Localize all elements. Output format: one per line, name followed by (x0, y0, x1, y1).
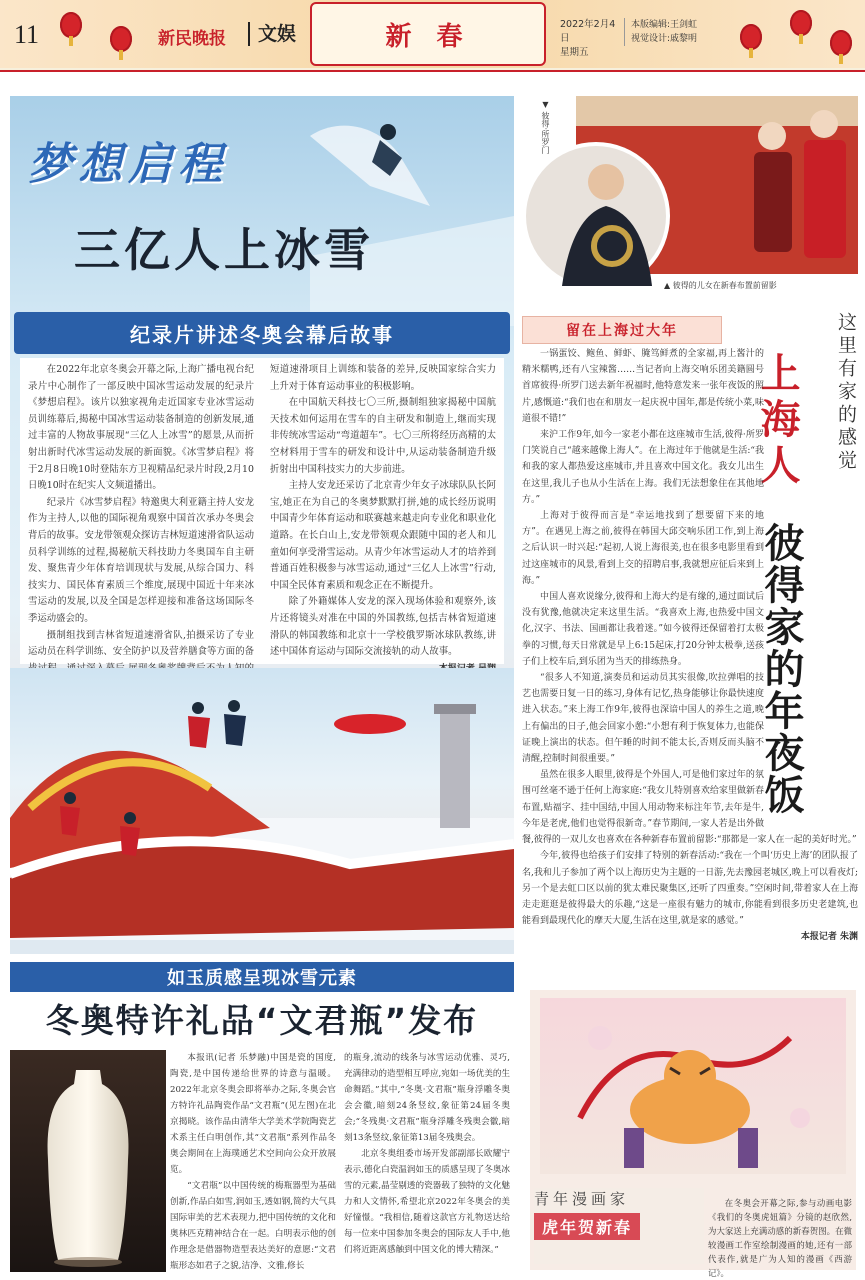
vase-kicker: 如玉质感呈现冰雪元素 (167, 968, 357, 989)
lantern-icon (740, 24, 762, 50)
forbidden-city-winter-illustration (10, 668, 514, 954)
vase-photo (10, 1050, 166, 1272)
vase-title: 冬奥特许礼品“文君瓶”发布 (45, 1000, 479, 1040)
paragraph: 在中国航天科技七〇三所,摄制组独家揭秘中国航天技术如何运用在雪车的自主研发和制造上,继而实现非传统冰雪运动“弯道超车”。七〇三所将经历高精的太空材料用于雪车的研发和设计中,从运动装备制造升级折射出中国科技实力的大步前进。 (270, 397, 496, 475)
paragraph: 来沪工作9年,如今一家老小都在这座城市生活,彼得·所罗门笑说自己“越来越像上海人”。在上海过年于他就是生活:“我和我的家人都热爱这座城市,并且喜欢中国文化。我女儿出生在这里,我儿子也从小生活在上海。我们无法想象住在其他地方。” (522, 430, 764, 505)
feature-subtitle-bar (14, 312, 510, 354)
comic-caption (708, 1196, 852, 1280)
feature-column-1 (28, 362, 254, 694)
paragraph: 短道速滑项目上训练和装备的差异,反映国家综合实力上升对于体育运动事业的积极影响。 (270, 364, 496, 392)
paragraph: 今年,彼得也给孩子们安排了特别的新春活动:“我在一个叫‘历史上海’的团队报了名,我和儿子参加了两个以上海历史为主题的一日游,先去豫园老城区,晚上可以看夜灯;另一个是去虹口区以前的犹太难民聚集区,还听了四重奏。”空闲时间,带着家人在上海走走逛逛是彼得最大的乐趣,“这是一座很有魅力的城市,你能看到很多历史老建筑,也能看到最现代化的摩天大厦,生活在这里,就是家的感觉。” (522, 851, 858, 927)
feature-title: 三亿人上冰雪 (74, 223, 374, 277)
comic-label-line2: 虎年贺新春 (534, 1213, 640, 1240)
vertical-title-red: 上海人 (754, 352, 800, 490)
right-kicker-box (522, 316, 722, 344)
paragraph: 本报讯(记者 乐梦融)中国是瓷的国度,陶瓷,是中国传递给世界的诗意与温暖。2022年北京冬奥会即将举办之际,冬奥会官方特许礼品陶瓷作品“文君瓶”(见左图)在北京揭晓。该作品由清华大学美术学院陶瓷艺术系主任白明创作,其“文君瓶”系列作品冬奥会期间在上海璞通艺术空间向公众开放展览。 (170, 1053, 336, 1175)
paragraph: 除了外籍媒体人安龙的深入现场体验和观察外,该片还将镜头对准在中国的外国教练,包括吉林省短道速滑队的韩国教练和北京十一学校俄罗斯冰球队教练,讲述中国体育运动与国际交流接轨的动人故事。 (270, 596, 496, 658)
photo-area (522, 96, 858, 286)
paragraph: 中国人喜欢说缘分,彼得和上海大约是有缘的,通过面试后没有犹豫,他就决定来这里生活。“我喜欢上海,也热爱中国文化,汉字、书法、国画都让我着迷。”如今彼得还保留着打太极拳的习惯,每天日常就是早上6:15起床,打20分钟太极拳,送孩子们上校车后,到乐团为当天的排练热身。 (522, 592, 764, 667)
weekday-line: 星期五 (560, 47, 589, 58)
section-name: 文娱 (248, 22, 296, 46)
feature-subtitle: 纪录片讲述冬奥会幕后故事 (130, 322, 394, 347)
lantern-icon (60, 12, 82, 38)
vase-column-1 (170, 1050, 336, 1274)
paragraph: “很多人不知道,演奏员和运动员其实很像,吹拉弹唱的技艺也需要日复一日的练习,身体有记忆,热身能够让你最快速度进入状态。”来上海工作9年,彼得也深谙中国人的养生之道,晚上有偏出的日子,他会回家小憩:“小想有利于恢复体力,也能保证晚上演出的状态。但午睡的时间不能太长,否则反而头脑不清醒,控制时间很重要。” (522, 673, 764, 765)
designer-line: 视觉设计:戚黎明 (631, 34, 698, 44)
right-kicker: 留在上海过大年 (566, 323, 678, 339)
paragraph: 的瓶身,流动的线条与冰雪运动优雅、灵巧,充满律动的造型相互呼应,宛如一场优美的生命舞蹈。”其中,“冬奥·文君瓶”瓶身浮雕冬奥会会徽,暗刻24条竖纹,象征第24届冬奥会;“冬残奥·文君瓶”瓶身浮雕冬残奥会徽,暗刻13条竖纹,象征第13届冬残奥会。 (344, 1053, 511, 1143)
lantern-icon (790, 10, 812, 36)
family-photos (522, 96, 858, 286)
paragraph: 纪录片《冰雪梦启程》特邀奥大利亚籍主持人安龙作为主持人,以他的国际视角观察中国首次承办冬奥会背后的故事。安龙带领观众探访吉林短道速滑省队运动员科学训练的过程,揭秘航天科技助力冬奥国车自主研发、聚焦青少年体育培训现状与发展,从综合国力、科技实力、国民体育素质三个维度,展现中国近十年来冰雪运动的发展,以及全国是怎样迎接和准备这场国际冬季运动盛会的。 (28, 496, 254, 624)
paragraph: 在冬奥会开幕之际,参与动画电影《我们的冬奥虎妞篇》分镜的赵欣然,为大家送上充满动感的新春贺图。在微较漫画工作室绘制漫画的她,还有一部代表作,就是广为人知的漫画《西游记》。 (708, 1198, 852, 1278)
photo-caption-left: ▼ 彼得·所罗门 (541, 100, 550, 155)
vertical-title-black: 彼得家的年夜饭 (758, 522, 804, 816)
festival-label: 新 春 (385, 21, 471, 52)
newspaper-name: 新民晚报 (158, 29, 226, 49)
winter-sports-illustration (10, 668, 514, 954)
lantern-icon (830, 30, 852, 56)
right-article (522, 346, 858, 942)
porcelain-vase-image (10, 1050, 166, 1272)
tiger-new-year-illustration (540, 998, 846, 1174)
comic-artwork (540, 998, 846, 1174)
paragraph: 北京冬奥组委市场开发部副部长欧耀宁表示,德化白瓷温润如玉的质感呈现了冬奥冰雪的元素,晶莹剔透的瓷器载了独特的文化魅力和人文情怀,希望北京2022年冬奥会的美好憧憬。“我相信,随着这款官方礼物送达给每一位来中国参加冬奥会的国际友人手中,他们将近距离感触到中国文化的博大精深。” (344, 1149, 511, 1255)
byline: 本报记者 朱渊 (800, 932, 858, 943)
comic-label-line1: 青年漫画家 (534, 1190, 630, 1208)
paragraph: 上海对于彼得而言是“幸运地找到了想要留下来的地方”。在遇见上海之前,彼得在韩国大邱交响乐团工作,到上海之后认识一时兴起:“起初,人说上海很美,也在很多电影里看到过这座城市的风景,看到上交的招聘启事,我就想应征后来到上海。” (522, 511, 764, 586)
paragraph: 一锅蛋饺、鲍鱼、鲜虾、腌笃鲜煮的全家福,再上酱汁的精米糯鸭,还有八宝辣酱……当记者向上海交响乐团美籍圆号首席彼得·所罗门送去新年祝福时,他特意发来一张年夜饭的照片,感慨道:“我们也在和朋友一起庆祝中国年,都是传统小菜,味道很不错!” (522, 349, 764, 424)
vase-kicker-bar (10, 962, 514, 992)
issue-date (560, 18, 616, 60)
comic-label (534, 1188, 704, 1264)
vase-column-2 (344, 1050, 510, 1258)
editor-line: 本版编辑:王剑虹 (631, 20, 698, 30)
editor-credits (624, 18, 697, 46)
lantern-icon (110, 26, 132, 52)
date-line: 2022年2月4日 (560, 19, 616, 44)
paragraph: 在2022年北京冬奥会开幕之际,上海广播电视台纪录片中心制作了一部反映中国冰雪运动发展的纪录片《梦想启程》。该片以独家视角走近国家专业冰雪运动员训练幕后,揭秘中国冰雪运动装备制造的创新发展,通过丰富的人物故事展现“三亿人上冰雪”的愿景,从而折射出新时代冰雪运动发展的新面貌。《冰雪梦启程》将于2月8日晚10时登陆东方卫视精品纪录片时段,2月10日晚10时在纪实人文频道播出。 (28, 364, 254, 492)
title-space (764, 346, 858, 832)
vertical-kicker: 这里有家的感觉 (835, 312, 857, 473)
page-number: 11 (14, 20, 40, 49)
paragraph: 虽然在很多人眼里,彼得是个外国人,可是他们家过年的氛围可丝毫不逊于任何上海家庭:“我女儿特别喜欢给家里做新春布置,贴福字、挂中国结,中国人用动物来标注年节,去年是牛,今年是老虎,他们也觉得很新奇。”春节期间,一家人若是出外做餐,彼得的一双儿女也喜欢在各种新春布置前留影:“那都是一家人在一起的美好时光。” (522, 770, 857, 846)
paragraph: 摄制组找到吉林省短道速滑省队,拍摄采访了专业运动员在科学训练、安全防护以及营养膳食等方面的备 (28, 629, 254, 658)
feature-article (20, 358, 504, 664)
paragraph: 主持人安龙还采访了北京青少年女子冰球队队长阿宝,她正在为自己的冬奥梦默默打拼,她的成长经历说明中国青少年体育运动和联赛越来越走向专业化和职业化道路。在长白山上,安龙带领观众跟随中国的老人和儿童如何享受滑雪运动。从青少年冰雪运动人才的培养到普通百姓积极参与冰雪运动,通过“三亿人上冰雪”行动,中国全民体育素质和观念正在不断提升。 (270, 480, 496, 591)
feature-column-2 (270, 362, 496, 674)
paragraph: “文君瓶”以中国传统的梅瓶器型为基础创新,作品白如雪,润如玉,透如钢,简约大气具国际审美的艺术表现力,把中国传统的文化和奥林匹克精神结合在一起。白明表示他的创作理念是借器物造型表达美好的意愿:“文君瓶形态如君子之貌,洁净、文雅,修长 (170, 1181, 337, 1271)
photo-caption-right: ▲ 彼得的儿女在新春布置前留影 (664, 281, 777, 290)
festival-emblem (310, 2, 546, 66)
feature-kicker: 梦想启程 (28, 139, 228, 190)
